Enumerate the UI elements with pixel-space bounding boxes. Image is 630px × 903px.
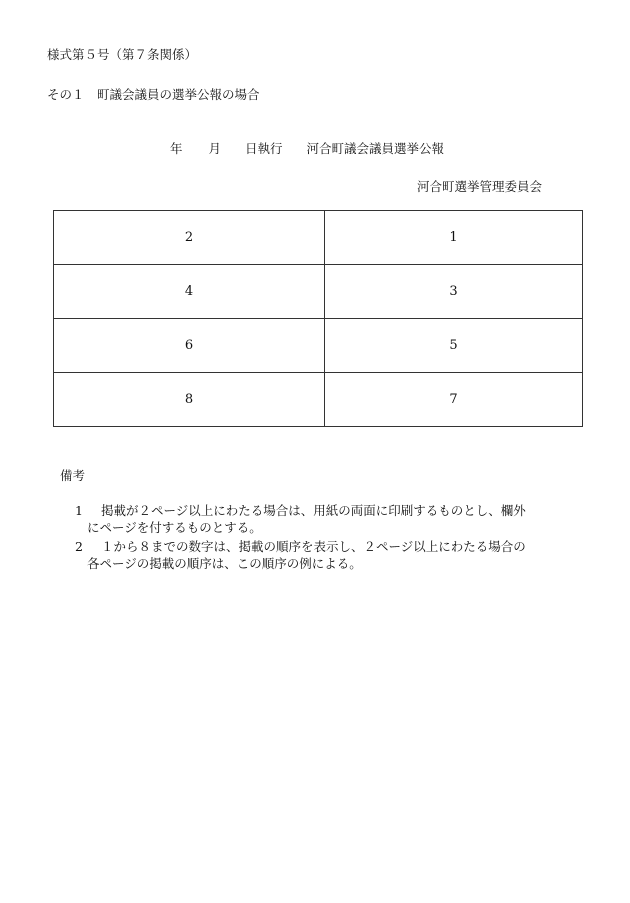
- year-label: 年: [170, 141, 183, 156]
- month-label: 月: [208, 141, 222, 156]
- table-cell: 3: [325, 265, 583, 319]
- date-line: [170, 139, 444, 157]
- bulletin-title: 河合町議会議員選挙公報: [306, 141, 445, 156]
- table-row: [54, 211, 583, 265]
- remarks-heading: 備考: [60, 468, 86, 483]
- table-cell: 2: [54, 211, 325, 265]
- table-cell: 8: [54, 373, 325, 427]
- remark-note: [75, 502, 555, 536]
- issuer-name: 河合町選挙管理委員会: [417, 179, 543, 194]
- note-text-line: 掲載が２ページ以上にわたる場合は、用紙の両面に印刷するものとし、欄外: [101, 503, 526, 518]
- note-text-line: １から８までの数字は、掲載の順序を表示し、２ページ以上にわたる場合の: [101, 539, 526, 554]
- table-cell: 1: [325, 211, 583, 265]
- form-subtitle: その１ 町議会議員の選挙公報の場合: [47, 87, 260, 102]
- table-cell: 6: [54, 319, 325, 373]
- form-number: 様式第５号（第７条関係）: [47, 47, 198, 62]
- table-cell: 4: [54, 265, 325, 319]
- remark-note: [75, 538, 555, 572]
- note-number: 1: [75, 503, 83, 518]
- note-number: 2: [75, 539, 83, 554]
- table-cell: 7: [325, 373, 583, 427]
- note-text-line: にページを付するものとする。: [87, 520, 262, 535]
- table-row: [54, 265, 583, 319]
- day-issue-label: 日執行: [245, 141, 283, 156]
- page-order-table: [53, 210, 583, 427]
- note-text-line: 各ページの掲載の順序は、この順序の例による。: [87, 556, 362, 571]
- table-cell: 5: [325, 319, 583, 373]
- table-row: [54, 373, 583, 427]
- table-row: [54, 319, 583, 373]
